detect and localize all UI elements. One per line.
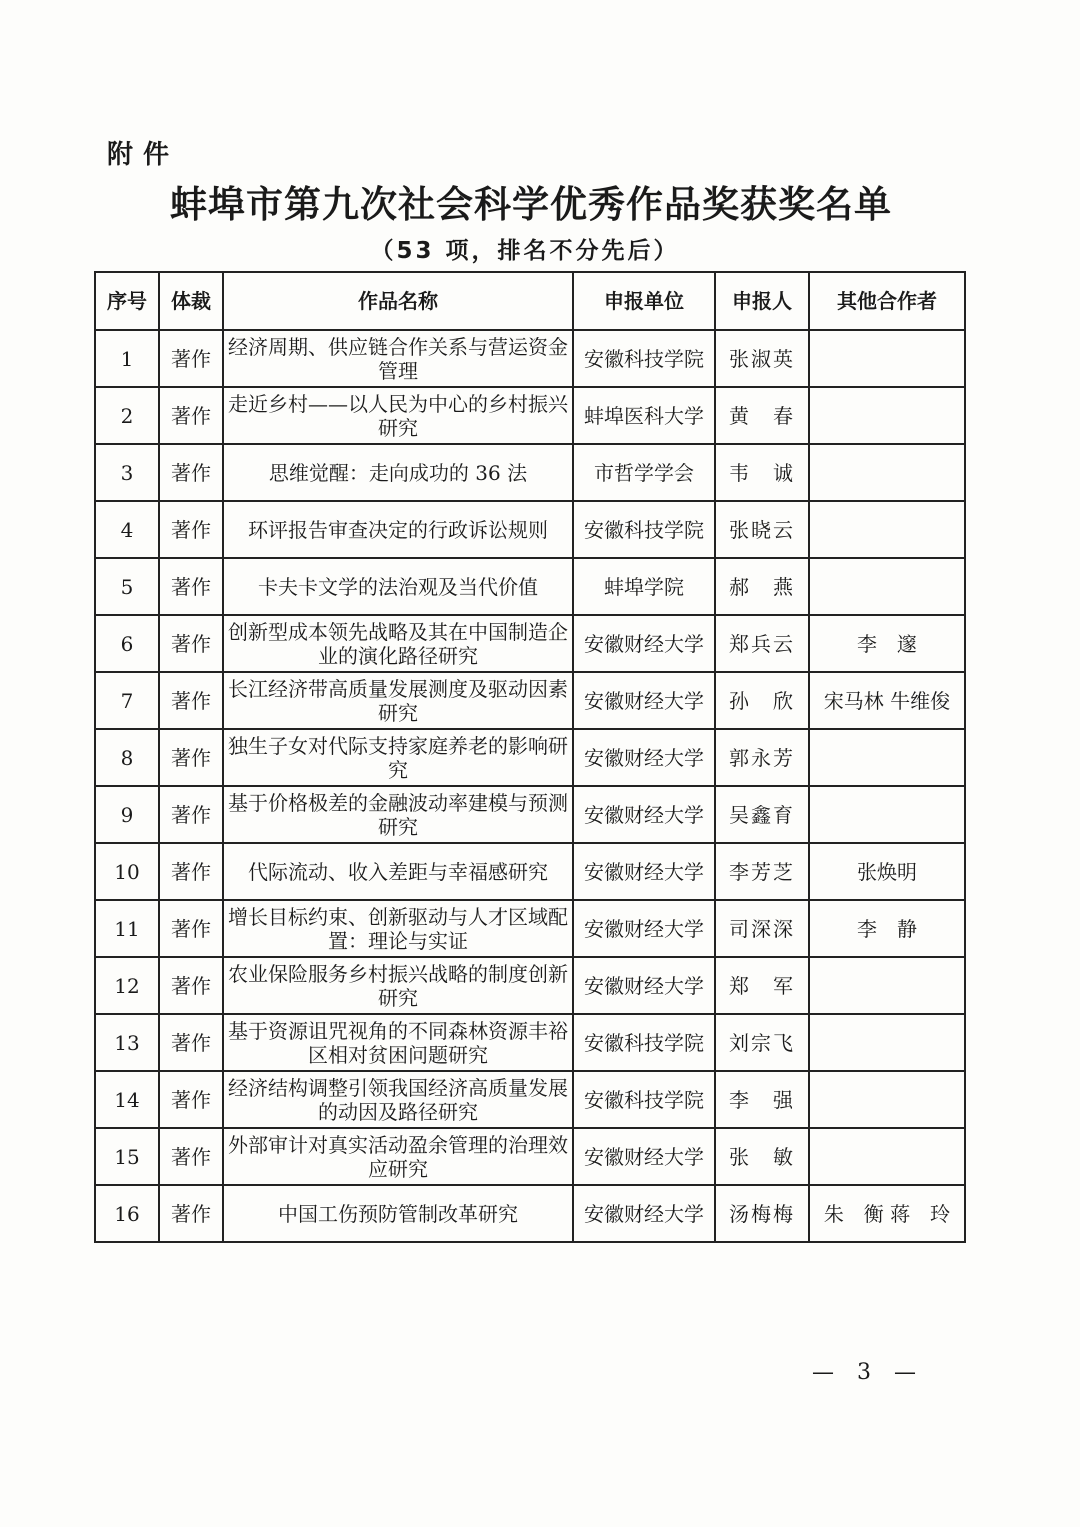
cell-applicant: 刘宗飞: [715, 1014, 809, 1071]
header-unit: 申报单位: [573, 272, 715, 330]
cell-work-title: 长江经济带高质量发展测度及驱动因素研究: [223, 672, 573, 729]
table-header-row: [95, 272, 965, 330]
cell-work-title: 基于价格极差的金融波动率建模与预测研究: [223, 786, 573, 843]
cell-work-title: 基于资源诅咒视角的不同森林资源丰裕区相对贫困问题研究: [223, 1014, 573, 1071]
cell-work-title: 代际流动、收入差距与幸福感研究: [223, 843, 573, 900]
table-row: [95, 501, 965, 558]
cell-genre: 著作: [159, 501, 223, 558]
header-work-title: 作品名称: [223, 272, 573, 330]
cell-applicant: 郝 燕: [715, 558, 809, 615]
cell-applicant: 黄 春: [715, 387, 809, 444]
cell-coauthors: [809, 1128, 965, 1185]
table-row: [95, 1128, 965, 1185]
table-row: [95, 1071, 965, 1128]
cell-applicant: 李 强: [715, 1071, 809, 1128]
cell-applicant: 郑兵云: [715, 615, 809, 672]
cell-index: 5: [95, 558, 159, 615]
cell-index: 7: [95, 672, 159, 729]
cell-index: 14: [95, 1071, 159, 1128]
cell-unit: 安徽科技学院: [573, 1071, 715, 1128]
cell-applicant: 吴鑫育: [715, 786, 809, 843]
cell-genre: 著作: [159, 444, 223, 501]
cell-coauthors: [809, 1014, 965, 1071]
cell-unit: 安徽财经大学: [573, 843, 715, 900]
table-row: [95, 387, 965, 444]
cell-index: 2: [95, 387, 159, 444]
cell-unit: 市哲学学会: [573, 444, 715, 501]
cell-index: 11: [95, 900, 159, 957]
cell-index: 1: [95, 330, 159, 387]
cell-index: 13: [95, 1014, 159, 1071]
cell-index: 8: [95, 729, 159, 786]
cell-genre: 著作: [159, 843, 223, 900]
cell-work-title: 走近乡村——以人民为中心的乡村振兴研究: [223, 387, 573, 444]
table-row: [95, 900, 965, 957]
cell-index: 4: [95, 501, 159, 558]
cell-work-title: 经济周期、供应链合作关系与营运资金管理: [223, 330, 573, 387]
cell-applicant: 李芳芝: [715, 843, 809, 900]
cell-coauthors: [809, 957, 965, 1014]
header-applicant: 申报人: [715, 272, 809, 330]
cell-unit: 安徽财经大学: [573, 900, 715, 957]
cell-coauthors: [809, 729, 965, 786]
cell-work-title: 环评报告审查决定的行政诉讼规则: [223, 501, 573, 558]
cell-unit: 安徽财经大学: [573, 957, 715, 1014]
page-number: — 3 —: [812, 1360, 924, 1385]
table-row: [95, 615, 965, 672]
cell-index: 3: [95, 444, 159, 501]
cell-genre: 著作: [159, 900, 223, 957]
cell-unit: 安徽财经大学: [573, 1128, 715, 1185]
table-row: [95, 330, 965, 387]
cell-coauthors: 李 邃: [809, 615, 965, 672]
table-row: [95, 672, 965, 729]
cell-genre: 著作: [159, 786, 223, 843]
table-row: [95, 1014, 965, 1071]
cell-work-title: 经济结构调整引领我国经济高质量发展的动因及路径研究: [223, 1071, 573, 1128]
cell-coauthors: [809, 444, 965, 501]
cell-applicant: 张 敏: [715, 1128, 809, 1185]
cell-coauthors: [809, 786, 965, 843]
cell-genre: 著作: [159, 957, 223, 1014]
table-row: [95, 558, 965, 615]
cell-index: 16: [95, 1185, 159, 1242]
cell-applicant: 孙 欣: [715, 672, 809, 729]
cell-work-title: 农业保险服务乡村振兴战略的制度创新研究: [223, 957, 573, 1014]
table-row: [95, 1185, 965, 1242]
cell-index: 9: [95, 786, 159, 843]
table-row: [95, 843, 965, 900]
cell-applicant: 汤梅梅: [715, 1185, 809, 1242]
cell-genre: 著作: [159, 1128, 223, 1185]
attachment-label: 附件: [107, 140, 180, 170]
cell-coauthors: 宋马林 牛维俊: [809, 672, 965, 729]
cell-applicant: 司深深: [715, 900, 809, 957]
awards-table: [94, 271, 966, 1243]
cell-genre: 著作: [159, 615, 223, 672]
cell-work-title: 卡夫卡文学的法治观及当代价值: [223, 558, 573, 615]
cell-applicant: 张晓云: [715, 501, 809, 558]
cell-work-title: 思维觉醒：走向成功的 36 法: [223, 444, 573, 501]
cell-genre: 著作: [159, 1014, 223, 1071]
table-row: [95, 957, 965, 1014]
cell-coauthors: 朱 衡 蒋 玲: [809, 1185, 965, 1242]
cell-unit: 安徽科技学院: [573, 501, 715, 558]
table-row: [95, 444, 965, 501]
cell-coauthors: [809, 558, 965, 615]
cell-work-title: 创新型成本领先战略及其在中国制造企业的演化路径研究: [223, 615, 573, 672]
cell-coauthors: [809, 387, 965, 444]
cell-genre: 著作: [159, 558, 223, 615]
cell-genre: 著作: [159, 1185, 223, 1242]
cell-unit: 安徽财经大学: [573, 729, 715, 786]
cell-coauthors: [809, 501, 965, 558]
cell-unit: 安徽财经大学: [573, 615, 715, 672]
cell-unit: 蚌埠学院: [573, 558, 715, 615]
table-row: [95, 729, 965, 786]
cell-unit: 安徽财经大学: [573, 1185, 715, 1242]
cell-coauthors: [809, 330, 965, 387]
cell-index: 6: [95, 615, 159, 672]
document-subtitle: （53 项，排名不分先后）: [370, 238, 680, 264]
cell-work-title: 独生子女对代际支持家庭养老的影响研究: [223, 729, 573, 786]
cell-applicant: 郑 军: [715, 957, 809, 1014]
document-title: 蚌埠市第九次社会科学优秀作品奖获奖名单: [170, 183, 892, 226]
cell-genre: 著作: [159, 387, 223, 444]
cell-genre: 著作: [159, 672, 223, 729]
cell-applicant: 韦 诚: [715, 444, 809, 501]
cell-applicant: 郭永芳: [715, 729, 809, 786]
cell-coauthors: 李 静: [809, 900, 965, 957]
header-genre: 体裁: [159, 272, 223, 330]
cell-index: 15: [95, 1128, 159, 1185]
cell-coauthors: 张焕明: [809, 843, 965, 900]
cell-unit: 安徽财经大学: [573, 672, 715, 729]
table-row: [95, 786, 965, 843]
cell-genre: 著作: [159, 1071, 223, 1128]
cell-index: 12: [95, 957, 159, 1014]
cell-work-title: 增长目标约束、创新驱动与人才区域配置：理论与实证: [223, 900, 573, 957]
cell-genre: 著作: [159, 729, 223, 786]
header-coauthors: 其他合作者: [809, 272, 965, 330]
cell-index: 10: [95, 843, 159, 900]
cell-work-title: 外部审计对真实活动盈余管理的治理效应研究: [223, 1128, 573, 1185]
cell-coauthors: [809, 1071, 965, 1128]
header-index: 序号: [95, 272, 159, 330]
cell-applicant: 张淑英: [715, 330, 809, 387]
cell-genre: 著作: [159, 330, 223, 387]
cell-work-title: 中国工伤预防管制改革研究: [223, 1185, 573, 1242]
cell-unit: 蚌埠医科大学: [573, 387, 715, 444]
cell-unit: 安徽科技学院: [573, 1014, 715, 1071]
cell-unit: 安徽财经大学: [573, 786, 715, 843]
cell-unit: 安徽科技学院: [573, 330, 715, 387]
